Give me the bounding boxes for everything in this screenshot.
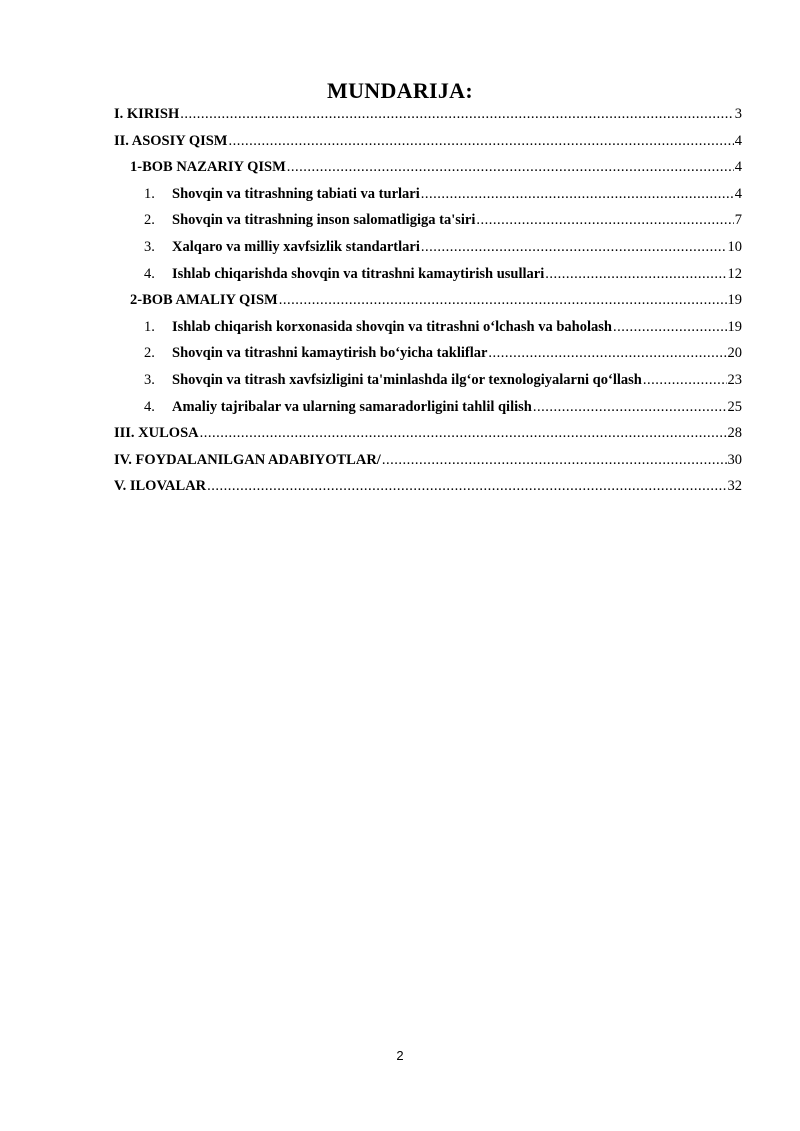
toc-entry-number: 3. [144,371,155,388]
dot-leader [229,128,734,155]
toc-page-number: 25 [727,398,742,415]
toc-entry-bob2-1[interactable] [114,314,742,341]
dot-leader [545,261,726,288]
toc-entry-number: 3. [144,238,155,255]
table-of-contents [114,101,742,500]
toc-entry-bob2-4[interactable] [114,394,742,421]
toc-entry-label: III. XULOSA [114,425,199,442]
toc-page-number: 30 [727,451,742,468]
dot-leader [279,287,727,314]
toc-entry-label: II. ASOSIY QISM [114,132,228,149]
page-number-footer: 2 [396,1048,404,1063]
dot-leader [207,473,726,500]
page-title: MUNDARIJA: [327,78,473,103]
toc-page-number: 4 [734,132,742,149]
toc-entry-bob2-3[interactable] [114,367,742,394]
toc-entry-label: Amaliy tajribalar va ularning samaradorligini tahlil qilish [172,398,532,415]
toc-entry-label: V. ILOVALAR [114,478,207,495]
toc-entry-number: 4. [144,265,155,282]
toc-entry-label: Ishlab chiqarish korxonasida shovqin va titrashni o‘lchash va baholash [172,318,612,335]
toc-entry-bob1[interactable] [114,154,742,181]
toc-page-number: 3 [734,106,742,122]
toc-entry-adabiyotlar[interactable] [114,447,742,474]
toc-entry-label: Shovqin va titrash xavfsizligini ta'minlashda ilg‘or texnologiyalarni qo‘llash [172,371,642,388]
toc-entry-bob1-3[interactable] [114,234,742,261]
toc-page-number: 12 [727,265,742,282]
toc-entry-label: 1-BOB NAZARIY QISM [130,159,286,176]
toc-entry-label: 2-BOB AMALIY QISM [130,292,278,309]
toc-entry-bob1-4[interactable] [114,261,742,288]
toc-page-number: 20 [727,345,742,362]
toc-entry-number: 1. [144,318,155,335]
dot-leader [488,340,726,367]
toc-entry-label: Ishlab chiqarishda shovqin va titrashni kamaytirish usullari [172,265,545,282]
dot-leader [382,447,727,474]
dot-leader [200,420,727,447]
toc-page-number: 23 [727,371,742,388]
dot-leader [421,234,727,261]
toc-page-number: 32 [727,478,742,495]
toc-entry-number: 2. [144,345,155,362]
toc-entry-bob2-2[interactable] [114,340,742,367]
toc-page-number: 19 [727,292,742,309]
toc-entry-label: Shovqin va titrashni kamaytirish bo‘yicha takliflar [172,345,488,362]
toc-entry-number: 2. [144,212,155,229]
toc-entry-label: Shovqin va titrashning inson salomatligiga ta'siri [172,212,476,229]
toc-page-number: 19 [727,318,742,335]
dot-leader [643,367,727,394]
toc-entry-asosiy-qism[interactable] [114,128,742,155]
dot-leader [533,394,727,421]
dot-leader [421,181,734,208]
toc-entry-number: 4. [144,398,155,415]
toc-page-number: 7 [734,212,742,229]
toc-entry-bob1-2[interactable] [114,207,742,234]
toc-entry-label: I. KIRISH [114,106,180,122]
toc-entry-label: IV. FOYDALANILGAN ADABIYOTLAR/ [114,451,381,468]
toc-entry-bob1-1[interactable] [114,181,742,208]
toc-entry-xulosa[interactable] [114,420,742,447]
toc-entry-bob2[interactable] [114,287,742,314]
toc-entry-number: 1. [144,185,155,202]
toc-page-number: 10 [727,238,742,255]
toc-entry-label: Shovqin va titrashning tabiati va turlari [172,185,420,202]
dot-leader [180,101,733,128]
toc-entry-label: Xalqaro va milliy xavfsizlik standartlari [172,238,420,255]
dot-leader [287,154,734,181]
toc-page-number: 4 [734,185,742,202]
toc-page-number: 4 [734,159,742,176]
dot-leader [613,314,727,341]
toc-entry-ilovalar[interactable] [114,473,742,500]
dot-leader [476,207,733,234]
toc-entry-kirish[interactable] [114,101,742,128]
toc-page-number: 28 [727,425,742,442]
